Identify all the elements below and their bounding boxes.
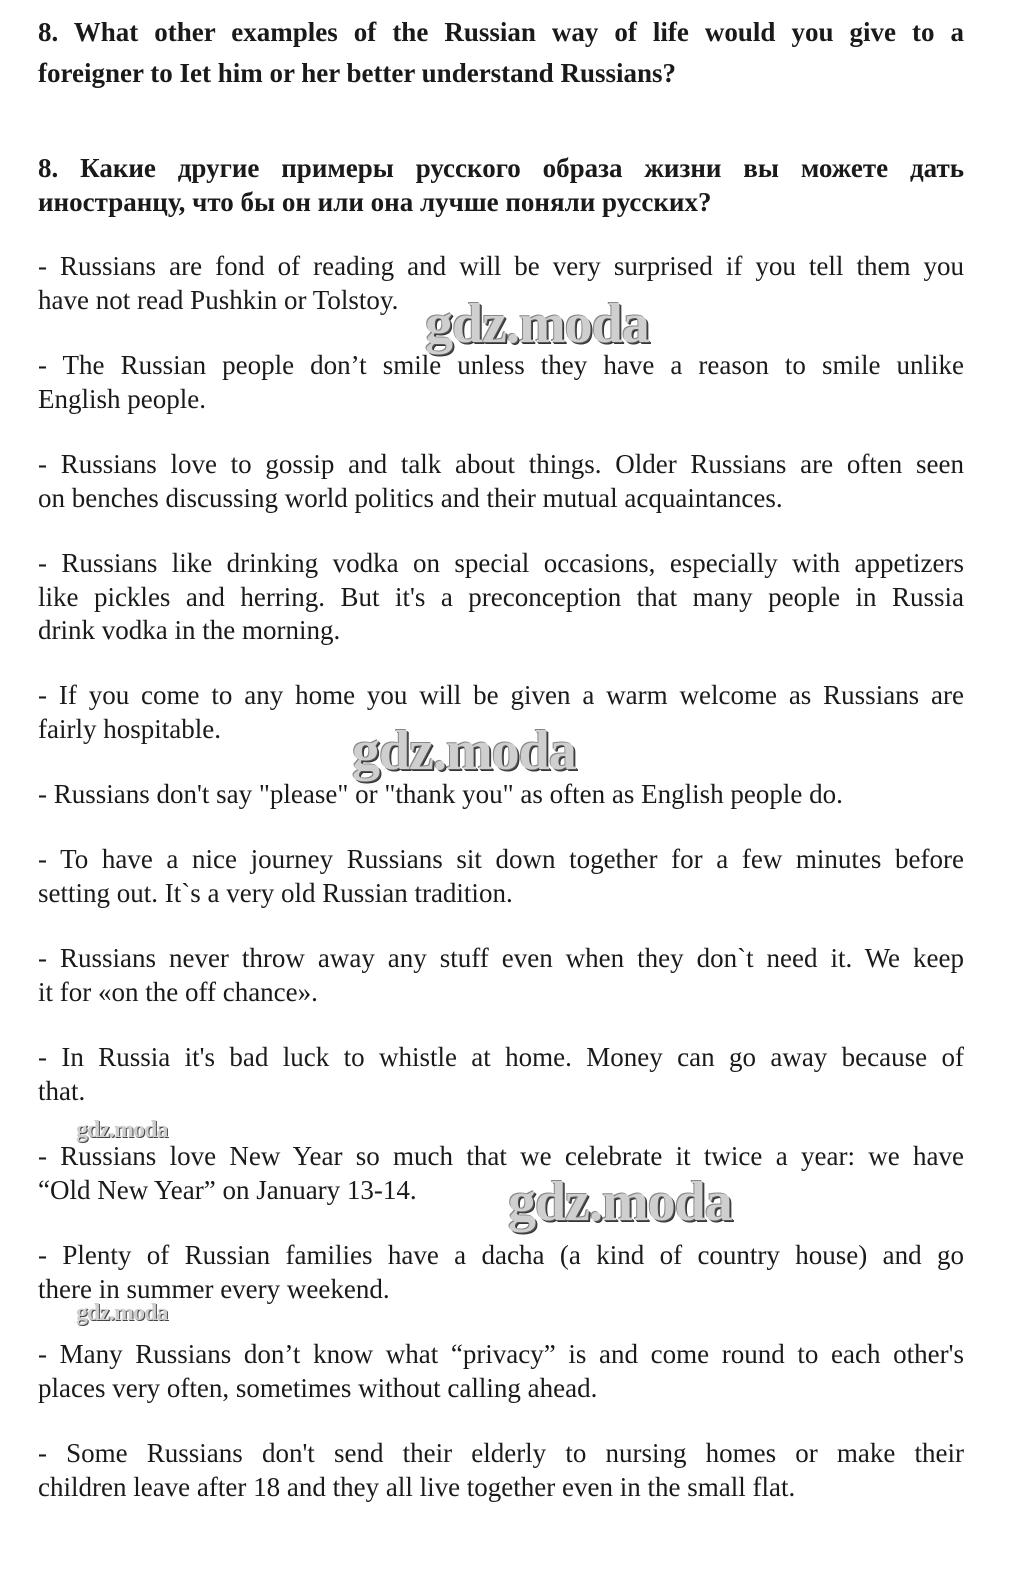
answer-8-line-1: - Russians never throw away any stuff even when they don`t need it. We keep: [38, 943, 964, 973]
answer-7-line-1: - To have a nice journey Russians sit down together for a few minutes before: [38, 844, 964, 874]
answer-2-line-1: - The Russian people don’t smile unless they have a reason to smile unlike: [38, 350, 964, 380]
answer-11-line-2: there in summer every weekend.: [38, 1274, 390, 1304]
answer-9-line-1: - In Russia it's bad luck to whistle at home. Money can go away because of: [38, 1042, 964, 1072]
answer-11-line-1: - Plenty of Russian families have a dacha (a kind of country house) and go: [38, 1240, 964, 1270]
answer-1-line-1: - Russians are fond of reading and will be very surprised if you tell them you: [38, 251, 964, 281]
question-en-line-1: 8. What other examples of the Russian way of life would you give to a: [38, 17, 964, 47]
watermark-logo: gdz.moda: [76, 1117, 168, 1143]
answer-1-line-2: have not read Pushkin or Tolstoy.: [38, 285, 399, 315]
answer-6-line-1: - Russians don't say "please" or "thank you" as often as English people do.: [38, 779, 843, 809]
answer-4-line-1: - Russians like drinking vodka on special occasions, especially with appetizers: [38, 548, 964, 578]
watermark-logo: gdz.moda: [352, 720, 576, 782]
answer-13-line-2: children leave after 18 and they all live together even in the small flat.: [38, 1472, 796, 1502]
watermark-logo: gdz.moda: [508, 1171, 732, 1233]
answer-12-line-2: places very often, sometimes without calling ahead.: [38, 1373, 598, 1403]
answer-12-line-1: - Many Russians don’t know what “privacy” is and come round to each other's: [38, 1339, 964, 1369]
answer-4-line-2: like pickles and herring. But it's a preconception that many people in Russia: [38, 582, 964, 612]
answer-10-line-1: - Russians love New Year so much that we celebrate it twice a year: we have: [38, 1141, 964, 1171]
watermark-logo: gdz.moda: [76, 1300, 168, 1326]
answer-5-line-1: - If you come to any home you will be given a warm welcome as Russians are: [38, 680, 964, 710]
question-ru-line-1: 8. Какие другие примеры русского образа жизни вы можете дать: [38, 153, 964, 183]
question-ru-line-2: иностранцу, что бы он или она лучше поняли русских?: [38, 187, 712, 217]
answer-9-line-2: that.: [38, 1076, 86, 1106]
answer-4-line-3: drink vodka in the morning.: [38, 615, 341, 645]
answer-2-line-2: English people.: [38, 384, 206, 414]
answer-3-line-1: - Russians love to gossip and talk about things. Older Russians are often seen: [38, 449, 964, 479]
answer-7-line-2: setting out. It`s a very old Russian tradition.: [38, 878, 513, 908]
watermark-logo: gdz.moda: [425, 293, 649, 355]
question-en-line-2: foreigner to Iet him or her better understand Russians?: [38, 58, 677, 88]
answer-3-line-2: on benches discussing world politics and their mutual acquaintances.: [38, 483, 783, 513]
answer-8-line-2: it for «on the off chance».: [38, 977, 318, 1007]
answer-5-line-2: fairly hospitable.: [38, 714, 221, 744]
answer-13-line-1: - Some Russians don't send their elderly to nursing homes or make their: [38, 1438, 964, 1468]
answer-10-line-2: “Old New Year” on January 13-14.: [38, 1175, 417, 1205]
